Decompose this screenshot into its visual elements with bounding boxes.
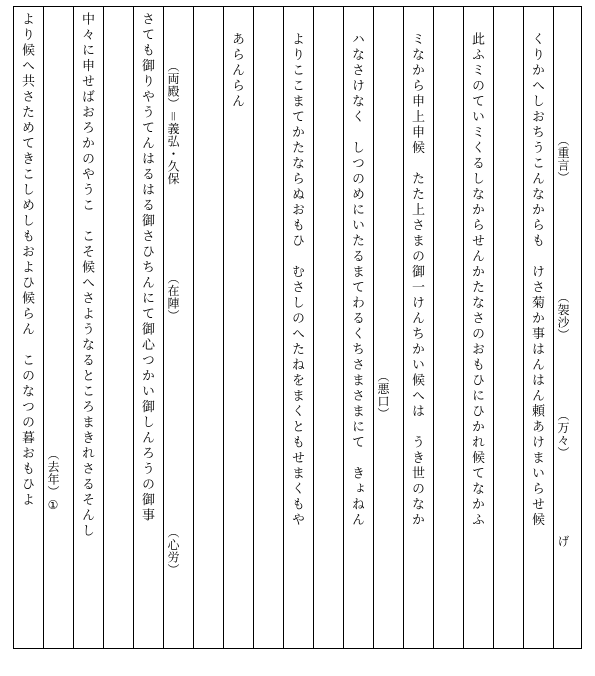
column-rule xyxy=(133,6,134,649)
ruby-annotation: （両殿）＝義弘・久保 xyxy=(166,60,180,185)
ruby-annotation: げ xyxy=(556,535,570,548)
ruby-annotation: （袈沙） xyxy=(556,291,570,341)
column-rule xyxy=(163,6,164,649)
ruby-annotation: （悪口） xyxy=(376,370,390,420)
column-rule xyxy=(553,6,554,649)
column-rule xyxy=(463,6,464,649)
ruby-annotation: （万々） xyxy=(556,409,570,459)
text-column-6: あらんらん xyxy=(229,32,244,110)
column-rule xyxy=(493,6,494,649)
text-column-5: よりここまてかたならぬおもひ むさしのへたねをまくともせまくもや xyxy=(289,32,304,528)
column-rule xyxy=(523,6,524,649)
ruby-annotation: （重言） xyxy=(556,134,570,184)
column-rule xyxy=(313,6,314,649)
column-rule xyxy=(343,6,344,649)
text-column-3: ミなから申上申候 たた上さまの御一けんちかい候へは うき世のなか xyxy=(409,32,424,528)
column-rule xyxy=(73,6,74,649)
text-column-4: ハなさけなく しつのめにいたるまてわるくちさまさまにて きょねん xyxy=(349,32,364,528)
text-column-7: さても御りやうてんはるはる御さひちんにて御心つかい御しんろうの御事 xyxy=(139,12,154,524)
text-column-2: 此ふミのていミくるしなからせんかたなさのおもひにひかれ候てなかふ xyxy=(469,32,484,528)
column-rule xyxy=(373,6,374,649)
column-rule xyxy=(283,6,284,649)
column-rule xyxy=(223,6,224,649)
ruby-annotation: （心労） xyxy=(166,526,180,576)
ruby-annotation: （在陣） xyxy=(166,272,180,322)
ruby-annotation: （去年）① xyxy=(46,448,60,513)
column-rule xyxy=(403,6,404,649)
column-rule xyxy=(193,6,194,649)
column-rule xyxy=(433,6,434,649)
column-rule xyxy=(253,6,254,649)
text-column-9: より候へ共さためてきこしめしもおよひ候らん このなつの暮おもひよ xyxy=(19,12,34,508)
text-column-1: くりかへしおちうこんなからも けさ菊か事はんはん頼あけまいらせ候 xyxy=(529,32,544,528)
column-rule xyxy=(103,6,104,649)
column-rule xyxy=(43,6,44,649)
text-column-8: 中々に申せばおろかのやうこ こそ候へさようなるところまきれさるそんし xyxy=(79,12,94,539)
